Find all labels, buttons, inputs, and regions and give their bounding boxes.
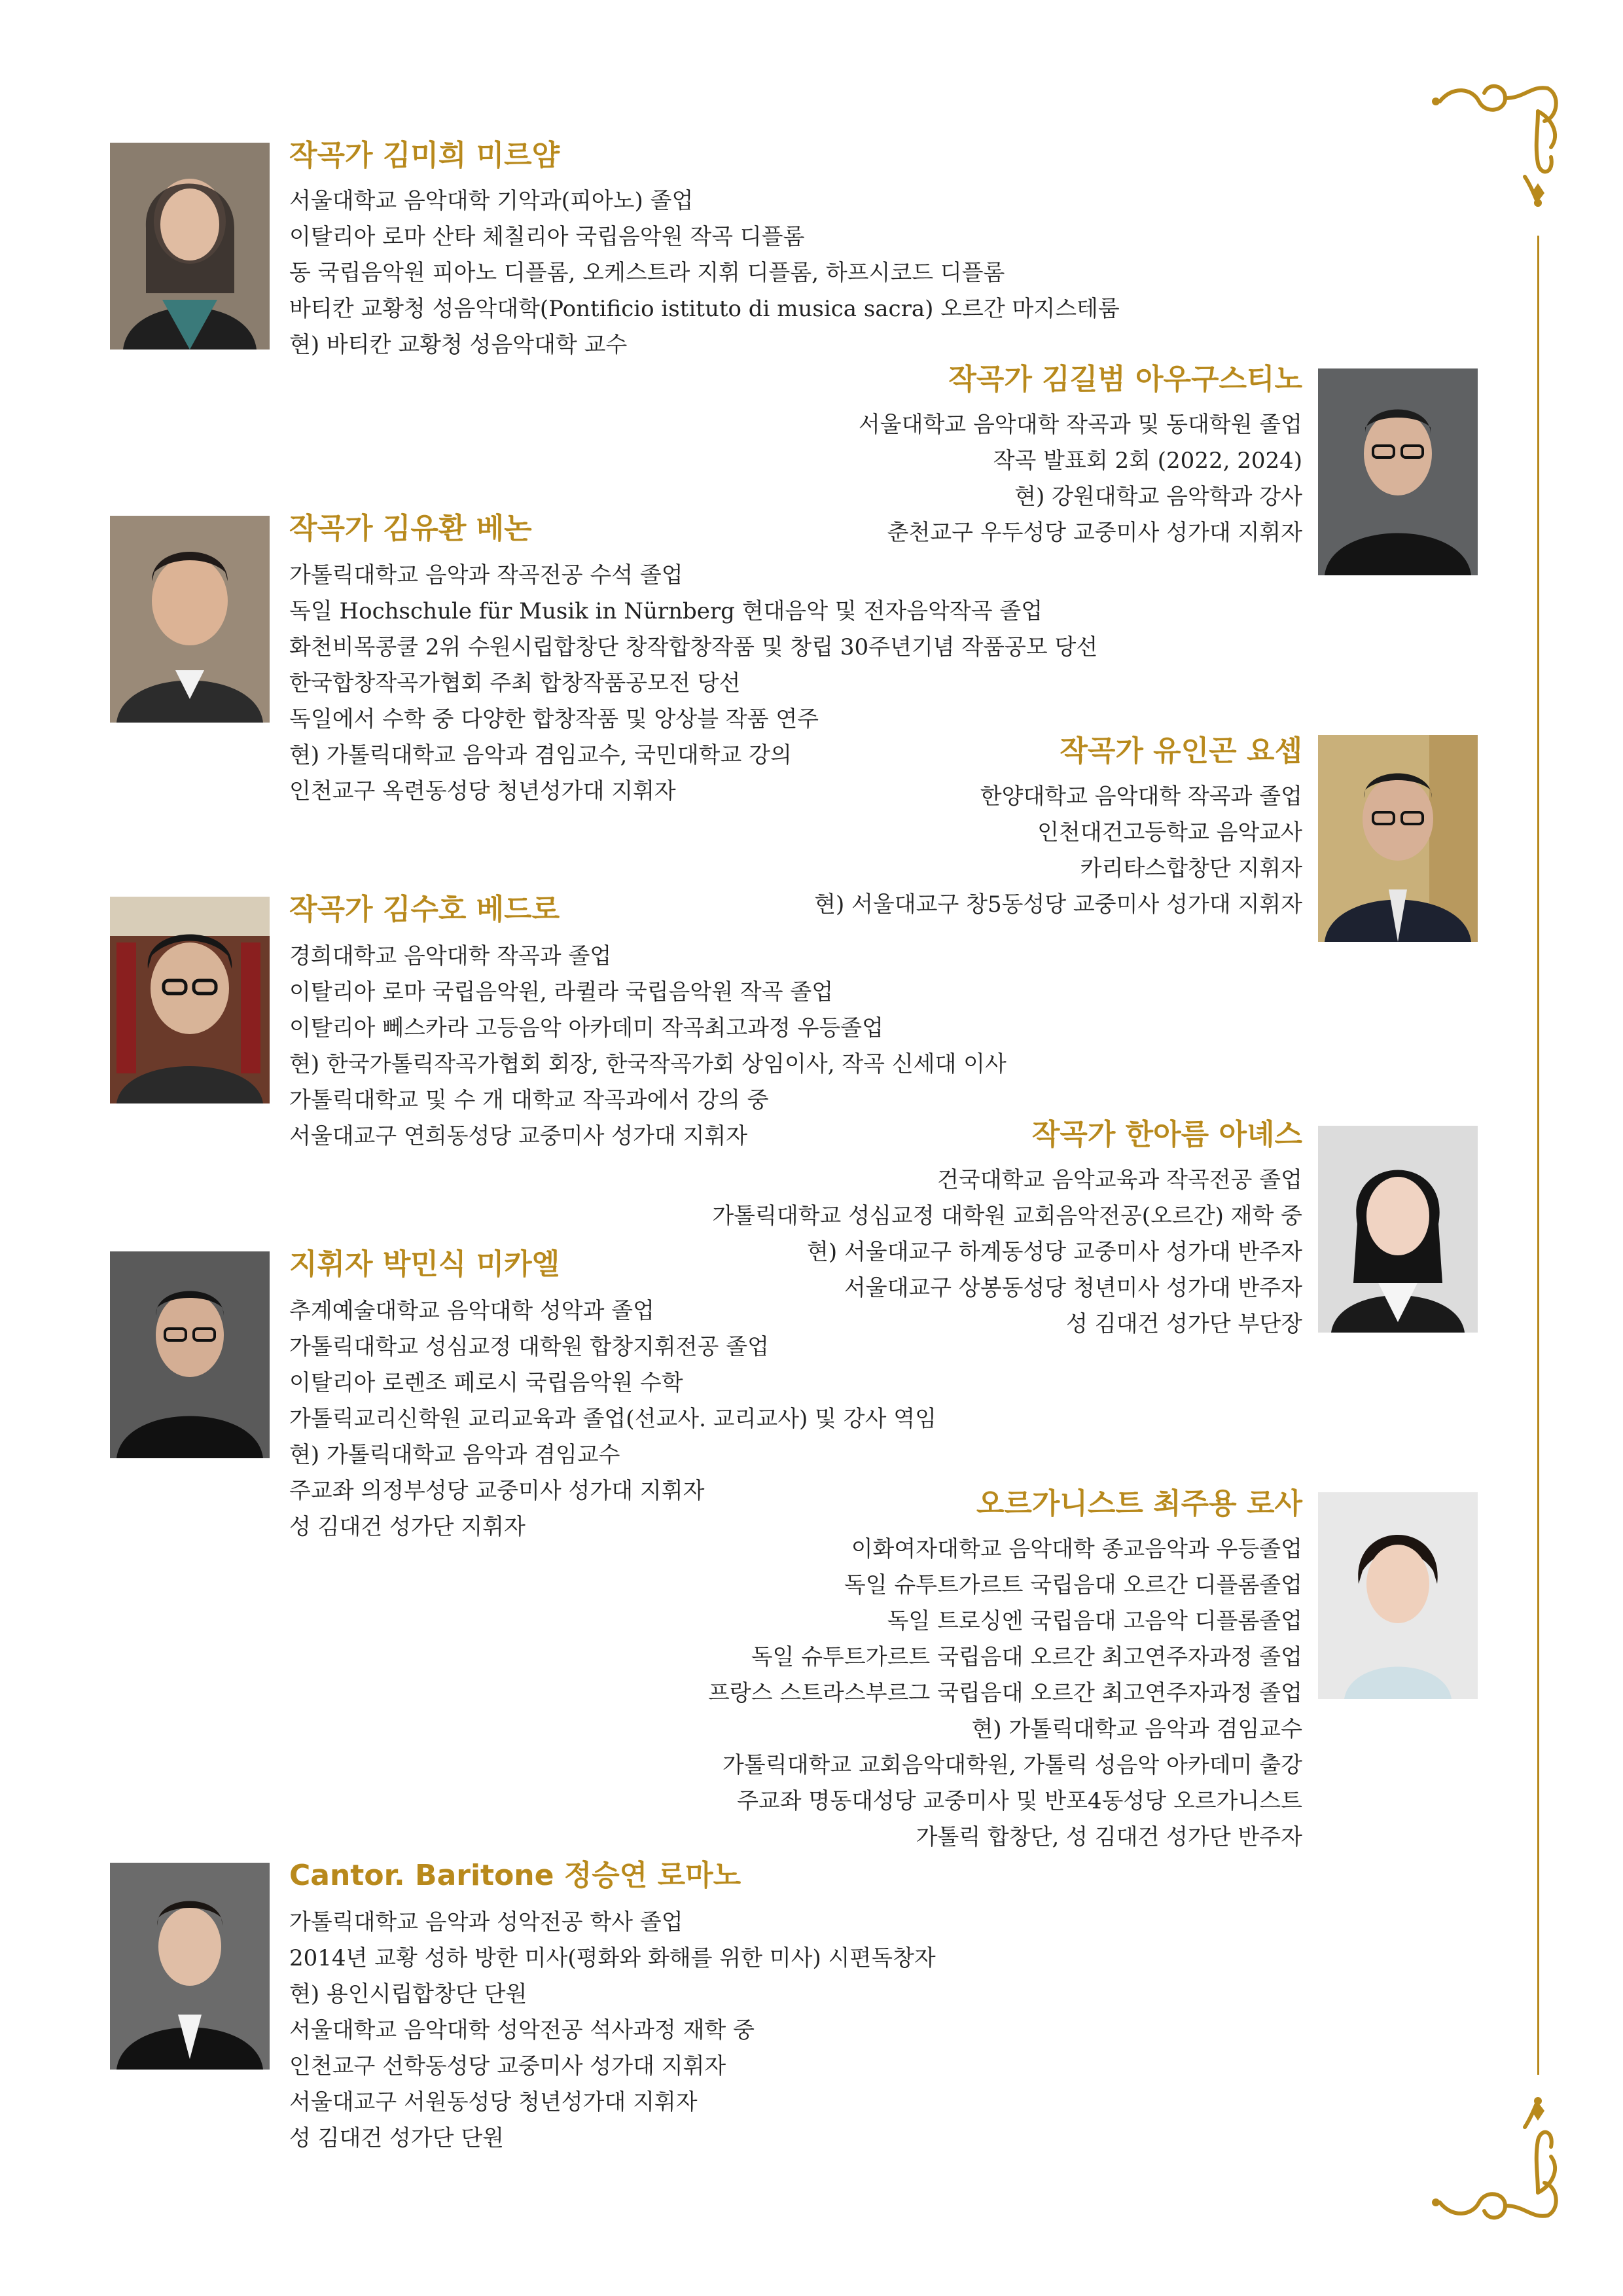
profile-detail-line: 가톨릭대학교 및 수 개 대학교 작곡과에서 강의 중 [289,1087,769,1113]
profile-detail-line: 이화여자대학교 음악대학 종교음악과 우등졸업 [851,1536,1302,1562]
profile-detail-line: 프랑스 스트라스부르그 국립음대 오르간 최고연주자과정 졸업 [708,1680,1302,1706]
profile-detail-line: 가톨릭대학교 음악과 성악전공 학사 졸업 [289,1909,683,1935]
profile-detail-line: 서울대교구 상봉동성당 청년미사 성가대 반주자 [844,1275,1302,1301]
profile-detail-line: 춘천교구 우두성당 교중미사 성가대 지휘자 [887,520,1302,546]
profile-detail-line: 가톨릭대학교 성심교정 대학원 교회음악전공(오르간) 재학 중 [712,1203,1302,1229]
portrait-photo-kim-mihee [110,143,270,350]
profile-detail-line: 이탈리아 로렌조 페로시 국립음악원 수학 [289,1370,683,1396]
profile-detail-line: 이탈리아 뻬스카라 고등음악 아카데미 작곡최고과정 우등졸업 [289,1015,883,1041]
profile-detail-line: 주교좌 명동대성당 교중미사 및 반포4동성당 오르가니스트 [737,1788,1302,1814]
portrait-photo-han-areum [1318,1126,1478,1333]
profile-details [289,1905,936,2157]
decorative-vertical-line [1537,236,1539,2075]
portrait-photo-kim-gilbeom [1318,368,1478,575]
portrait-photo-yu-ingon [1318,735,1478,942]
profile-detail-line: 서울대학교 음악대학 성악전공 석사과정 재학 중 [289,2017,755,2043]
profile-detail-line: 성 김대건 성가단 단원 [289,2125,505,2151]
profile-detail-line: 현) 용인시립합창단 단원 [289,1981,527,2007]
flourish-ornament-top-icon [1427,72,1571,209]
profile-detail-line: 서울대학교 음악대학 작곡과 및 동대학원 졸업 [858,412,1302,438]
profile-name: 작곡가 김미희 미르얌 [289,139,560,172]
flourish-ornament-bottom-icon [1427,2094,1571,2232]
profile-detail-line: 독일 슈투트가르트 국립음대 오르간 디플롬졸업 [844,1572,1302,1598]
profile-detail-line: 가톨릭대학교 교회음악대학원, 가톨릭 성음악 아카데미 출강 [722,1752,1302,1778]
profile-detail-line: 바티칸 교황청 성음악대학(Pontificio istituto di musica sacra) 오르간 마지스테룸 [289,296,1120,322]
profile-details [708,1532,1302,1856]
profile-detail-line: 경희대학교 음악대학 작곡과 졸업 [289,943,612,969]
profile-detail-line: 한국합창작곡가협회 주최 합창작품공모전 당선 [289,670,741,696]
profile-detail-line: 현) 가톨릭대학교 음악과 겸임교수, 국민대학교 강의 [289,742,792,768]
profile-detail-line: 카리타스합창단 지휘자 [1080,855,1302,882]
profile-detail-line: 서울대교구 연희동성당 교중미사 성가대 지휘자 [289,1123,748,1149]
profile-detail-line: 독일 트로싱엔 국립음대 고음악 디플롬졸업 [887,1608,1302,1634]
profile-detail-line: 가톨릭 합창단, 성 김대건 성가단 반주자 [916,1824,1302,1850]
profile-name: 지휘자 박민식 미카엘 [289,1247,560,1281]
profile-name: Cantor. Baritone 정승연 로마노 [289,1859,741,1892]
profile-detail-line: 건국대학교 음악교육과 작곡전공 졸업 [937,1167,1302,1193]
profile-detail-line: 현) 바티칸 교황청 성음악대학 교수 [289,332,628,358]
profile-details [814,779,1302,923]
profile-detail-line: 성 김대건 성가단 지휘자 [289,1514,526,1540]
profile-details [289,939,1007,1155]
profile-detail-line: 화천비목콩쿨 2위 수원시립합창단 창작합창작품 및 창립 30주년기념 작품공모 당선 [289,634,1098,660]
profile-detail-line: 현) 서울대교구 창5동성당 교중미사 성가대 지휘자 [814,891,1302,918]
profile-detail-line: 현) 가톨릭대학교 음악과 겸임교수 [289,1442,620,1468]
profile-name: 작곡가 김유환 베논 [289,512,532,545]
profile-detail-line: 한양대학교 음악대학 작곡과 졸업 [980,783,1302,810]
portrait-photo-park-minsik [110,1251,270,1458]
profile-detail-line: 서울대학교 음악대학 기악과(피아노) 졸업 [289,188,694,214]
profile-detail-line: 2014년 교황 성하 방한 미사(평화와 화해를 위한 미사) 시편독창자 [289,1945,936,1971]
portrait-photo-choi-juyong [1318,1492,1478,1699]
profile-detail-line: 성 김대건 성가단 부단장 [1066,1311,1302,1337]
portrait-photo-kim-yuhwan [110,516,270,723]
profile-detail-line: 독일 슈투트가르트 국립음대 오르간 최고연주자과정 졸업 [751,1644,1302,1670]
profile-detail-line: 가톨릭대학교 성심교정 대학원 합창지휘전공 졸업 [289,1334,769,1360]
profile-detail-line: 이탈리아 로마 국립음악원, 라퀼라 국립음악원 작곡 졸업 [289,979,834,1005]
profile-detail-line: 이탈리아 로마 산타 체칠리아 국립음악원 작곡 디플롬 [289,224,805,250]
profile-detail-line: 서울대교구 서원동성당 청년성가대 지휘자 [289,2089,698,2115]
profile-detail-line: 인천대건고등학교 음악교사 [1037,819,1302,846]
profile-detail-line: 인천교구 선학동성당 교중미사 성가대 지휘자 [289,2053,726,2079]
profile-detail-line: 작곡 발표회 2회 (2022, 2024) [993,448,1302,474]
profile-detail-line: 가톨릭대학교 음악과 작곡전공 수석 졸업 [289,562,683,588]
profile-name: 작곡가 김수호 베드로 [289,893,560,926]
profile-name: 작곡가 한아름 아녜스 [1031,1118,1302,1151]
profile-details [859,407,1302,551]
profile-detail-line: 현) 가톨릭대학교 음악과 겸임교수 [971,1716,1302,1742]
profile-detail-line: 독일에서 수학 중 다양한 합창작품 및 앙상블 작품 연주 [289,706,819,732]
profile-detail-line: 독일 Hochschule für Musik in Nürnberg 현대음악 및 전자음악작곡 졸업 [289,598,1043,624]
profile-detail-line: 동 국립음악원 피아노 디플롬, 오케스트라 지휘 디플롬, 하프시코드 디플롬 [289,260,1005,286]
profile-name: 오르가니스트 최주용 로사 [976,1487,1302,1520]
profile-details [289,1293,936,1545]
profile-detail-line: 가톨릭교리신학원 교리교육과 졸업(선교사. 교리교사) 및 강사 역임 [289,1406,936,1432]
profile-detail-line: 인천교구 옥련동성당 청년성가대 지휘자 [289,778,676,804]
profile-details [289,183,1120,363]
profile-detail-line: 현) 한국가톨릭작곡가협회 회장, 한국작곡가회 상임이사, 작곡 신세대 이사 [289,1051,1007,1077]
profile-name: 작곡가 유인곤 요셉 [1060,734,1302,768]
profile-name: 작곡가 김길범 아우구스티노 [948,363,1302,396]
portrait-photo-kim-suho [110,897,270,1103]
profile-detail-line: 추계예술대학교 음악대학 성악과 졸업 [289,1298,654,1324]
profile-detail-line: 주교좌 의정부성당 교중미사 성가대 지휘자 [289,1478,705,1504]
profile-details [289,558,1097,810]
portrait-photo-jeong-seungyeon [110,1863,270,2070]
profile-detail-line: 현) 강원대학교 음악학과 강사 [1014,484,1302,510]
profile-detail-line: 현) 서울대교구 하계동성당 교중미사 성가대 반주자 [806,1239,1302,1265]
